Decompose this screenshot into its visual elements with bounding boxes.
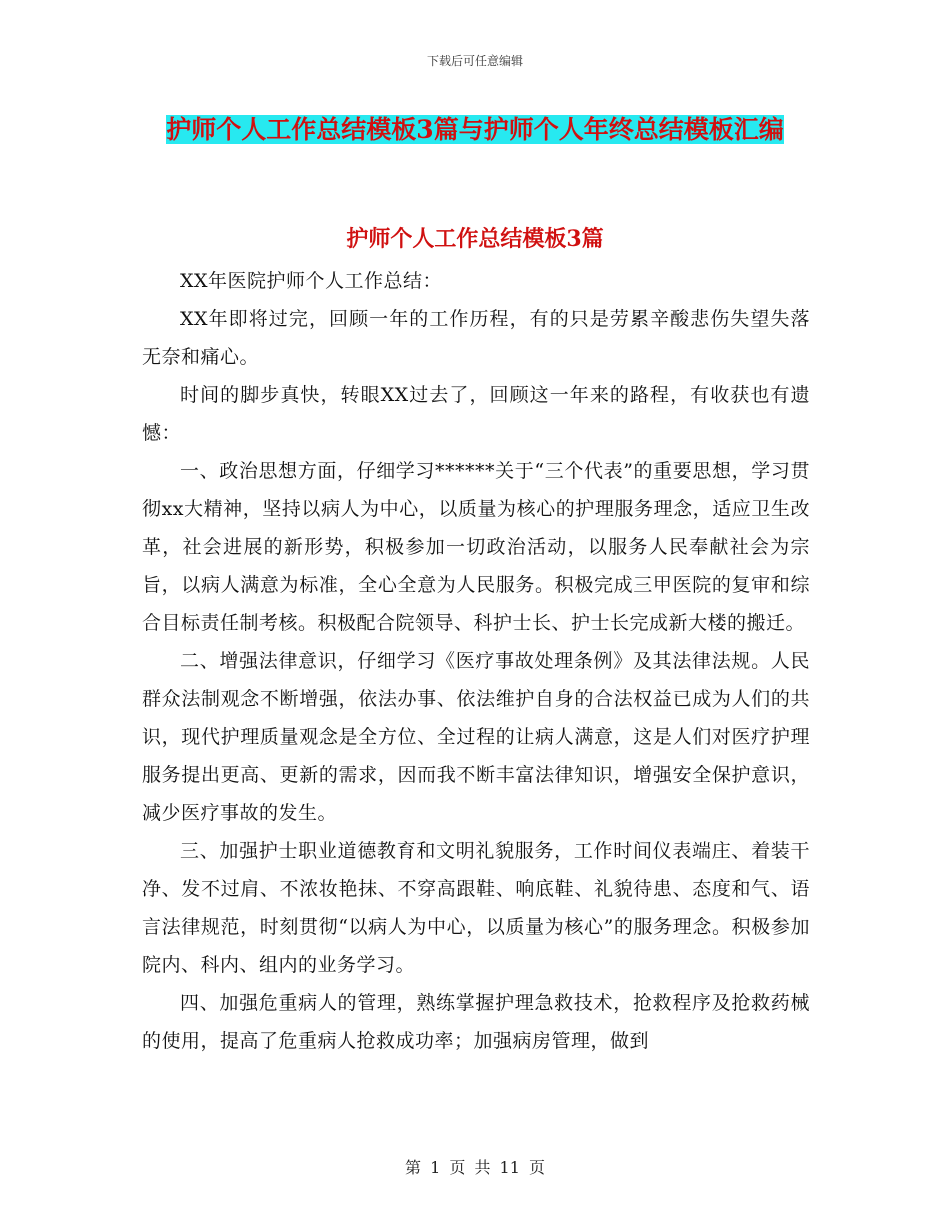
paragraph: XX年医院护师个人工作总结： <box>180 270 443 292</box>
paragraph: 四、加强危重病人的管理，熟练掌握护理急救技术，抢救程序及抢救药械的使用，提高了危重病人抢救成功率；加强病房管理，做到 <box>142 992 810 1052</box>
page-footer: 第 1 页 共 11 页 <box>405 1158 545 1177</box>
document-title <box>150 108 800 152</box>
paragraph: 二、增强法律意识，仔细学习《医疗事故处理条例》及其法律法规。人民群众法制观念不断增强，依法办事、依法维护自身的合法权益已成为人们的共识，现代护理质量观念是全方位、全过程的让病人满意，这是人们对医疗护理服务提出更高、更新的需求，因而我不断丰富法律知识，增强安全保护意识，减少医疗事故的发生。 <box>142 650 810 824</box>
document-title-text: 护师个人工作总结模板3篇与护师个人年终总结模板汇编 <box>166 115 784 144</box>
document-body <box>142 262 810 1060</box>
section-title: 护师个人工作总结模板3篇 <box>346 226 604 252</box>
paragraph: 一、政治思想方面，仔细学习******关于“三个代表”的重要思想，学习贯彻xx大精神，坚持以病人为中心，以质量为核心的护理服务理念，适应卫生改革，社会进展的新形势，积极参加一切政治活动，以服务人民奉献社会为宗旨，以病人满意为标准，全心全意为人民服务。积极完成三甲医院的复审和综合目标责任制考核。积极配合院领导、科护士长、护士长完成新大楼的搬迁。 <box>142 460 810 634</box>
header-note: 下载后可任意编辑 <box>426 54 523 68</box>
paragraph: XX年即将过完，回顾一年的工作历程，有的只是劳累辛酸悲伤失望失落无奈和痛心。 <box>142 308 810 368</box>
paragraph: 时间的脚步真快，转眼XX过去了，回顾这一年来的路程，有收获也有遗憾： <box>142 384 810 444</box>
paragraph: 三、加强护士职业道德教育和文明礼貌服务，工作时间仪表端庄、着装干净、发不过肩、不浓妆艳抹、不穿高跟鞋、响底鞋、礼貌待患、态度和气、语言法律规范，时刻贯彻“以病人为中心，以质量为核心”的服务理念。积极参加院内、科内、组内的业务学习。 <box>142 840 810 976</box>
